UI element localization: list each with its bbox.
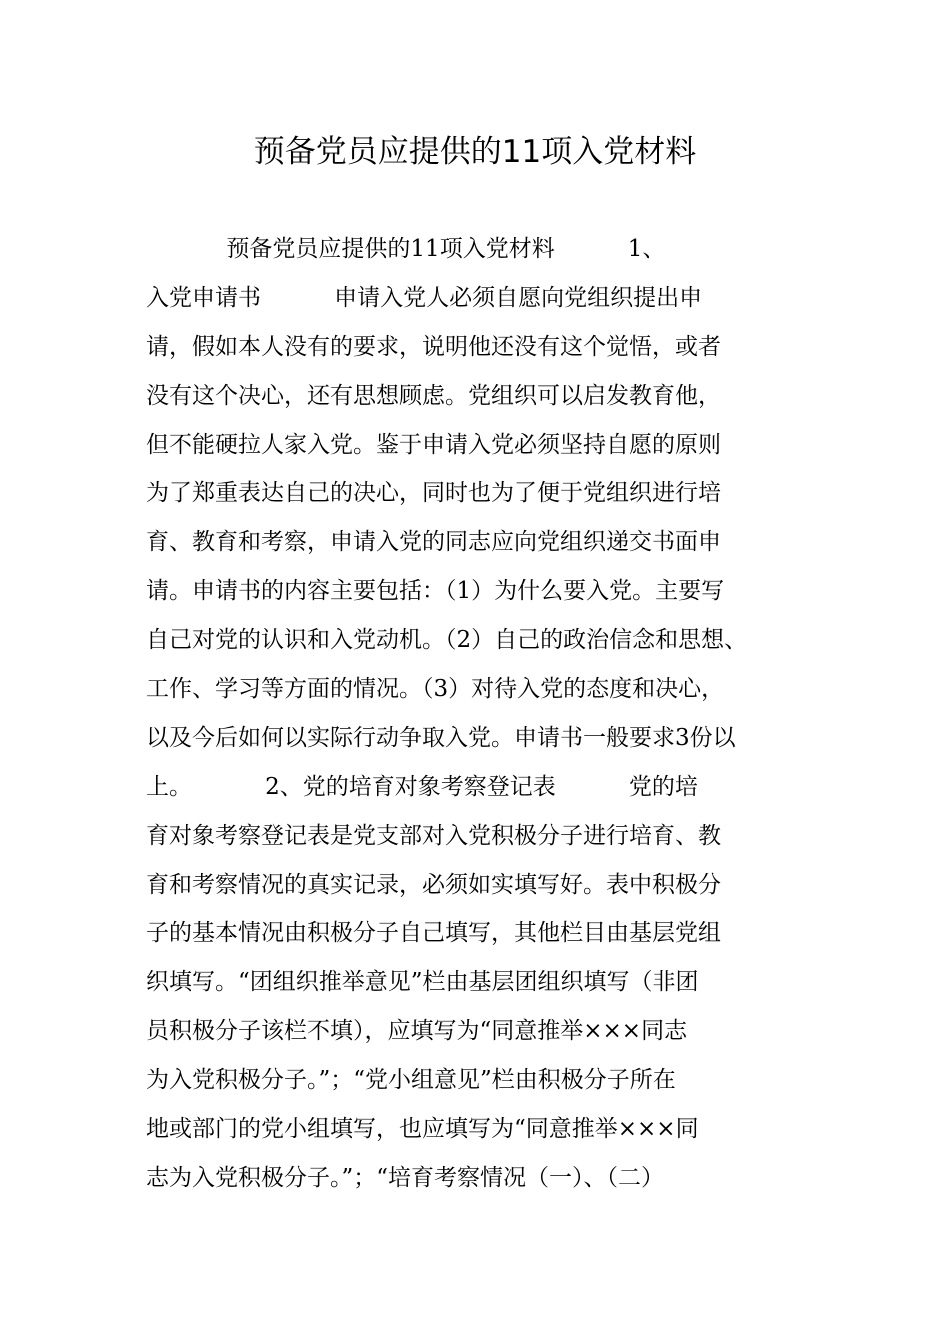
body-line: 没有这个决心，还有思想顾虑。党组织可以启发教育他， [146, 382, 721, 409]
body-line: 育和考察情况的真实记录，必须如实填写好。表中积极分 [146, 871, 721, 898]
body-line: 预备党员应提供的11项入党材料 1、 [146, 236, 666, 262]
body-line: 自己对党的认识和入党动机。（2）自己的政治信念和思想、 [146, 627, 748, 654]
body-line: 但不能硬拉人家入党。鉴于申请入党必须坚持自愿的原则 [146, 431, 721, 458]
document-title: 预备党员应提供的11项入党材料 [253, 134, 697, 170]
body-line: 请，假如本人没有的要求，说明他还没有这个觉悟，或者 [146, 333, 721, 360]
document-body [146, 225, 811, 1203]
body-line: 上。 2、党的培育对象考察登记表 党的培 [146, 773, 698, 800]
body-line: 以及今后如何以实际行动争取入党。申请书一般要求3份以 [146, 724, 736, 751]
body-line: 为了郑重表达自己的决心，同时也为了便于党组织进行培 [146, 480, 721, 507]
body-line: 为入党积极分子。”；“党小组意见”栏由积极分子所在 [146, 1067, 676, 1094]
body-line: 育、教育和考察，申请入党的同志应向党组织递交书面申 [146, 529, 721, 556]
body-line: 入党申请书 申请入党人必须自愿向党组织提出申 [146, 284, 703, 311]
body-line: 志为入党积极分子。”；“培育考察情况（一）、（二） [146, 1164, 665, 1191]
body-line: 育对象考察登记表是党支部对入党积极分子进行培育、教 [146, 822, 721, 849]
body-line: 子的基本情况由积极分子自己填写，其他栏目由基层党组 [146, 920, 721, 947]
body-line: 地或部门的党小组填写，也应填写为“同意推举×××同 [146, 1116, 699, 1143]
body-line: 请。申请书的内容主要包括：（1）为什么要入党。主要写 [146, 578, 725, 605]
body-line: 员积极分子该栏不填），应填写为“同意推举×××同志 [146, 1018, 688, 1045]
body-line: 工作、学习等方面的情况。（3）对待入党的态度和决心， [146, 676, 725, 703]
body-line: 织填写。“团组织推举意见”栏由基层团组织填写（非团 [146, 969, 699, 996]
